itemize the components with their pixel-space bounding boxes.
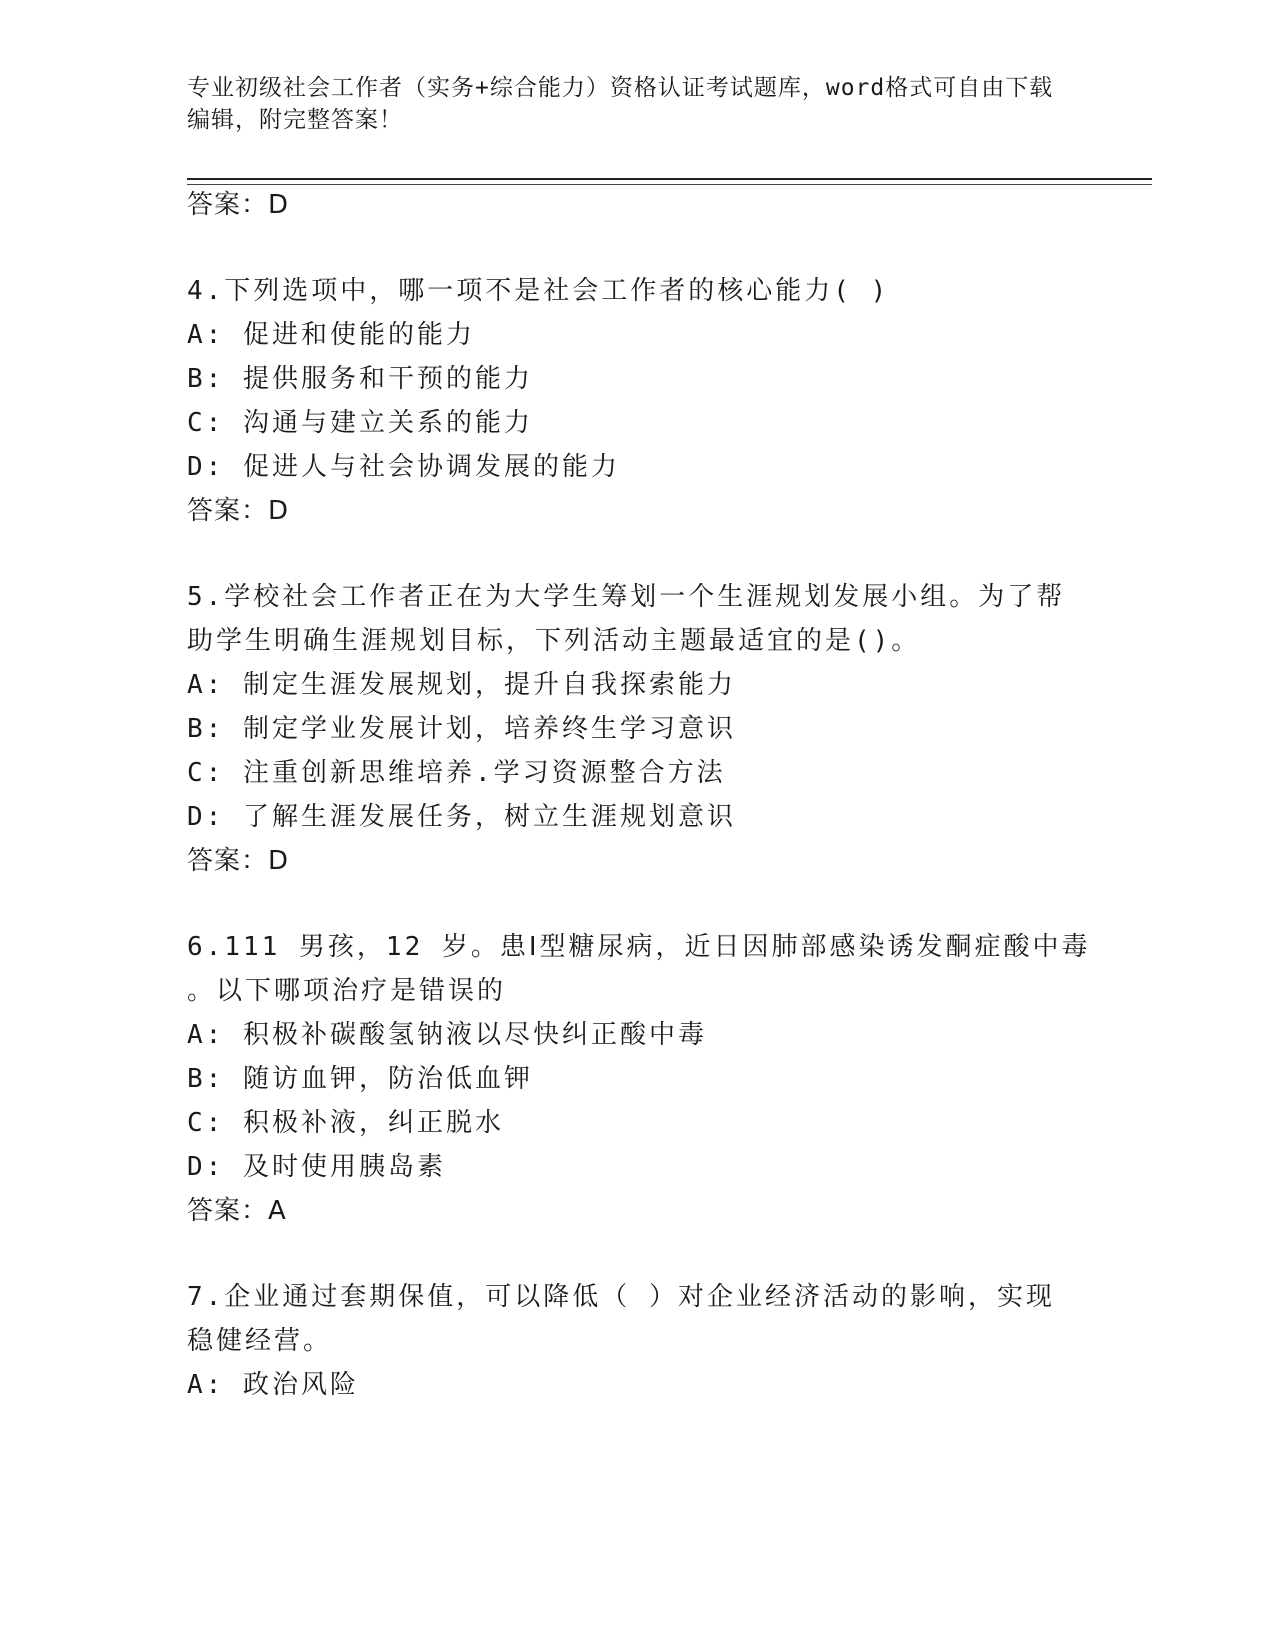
question-stem-line-2: 稳健经营。 bbox=[187, 1326, 333, 1356]
option-d: D: 促进人与社会协调发展的能力 bbox=[187, 452, 620, 482]
option-b: B: 提供服务和干预的能力 bbox=[187, 364, 533, 394]
question-stem-line-1: 7.企业通过套期保值，可以降低（ ）对企业经济活动的影响，实现 bbox=[187, 1282, 1055, 1312]
option-d: D: 及时使用胰岛素 bbox=[187, 1152, 446, 1182]
header-rule-thin bbox=[187, 184, 1152, 185]
option-d: D: 了解生涯发展任务，树立生涯规划意识 bbox=[187, 802, 736, 832]
header-rule-thick bbox=[187, 178, 1152, 180]
question-stem-line-2: 。以下哪项治疗是错误的 bbox=[187, 976, 507, 1006]
question-stem-line-1: 6.111 男孩，12 岁。患Ⅰ型糖尿病，近日因肺部感染诱发酮症酸中毒 bbox=[187, 932, 1091, 962]
option-a: A: 政治风险 bbox=[187, 1370, 359, 1400]
option-c: C: 沟通与建立关系的能力 bbox=[187, 408, 533, 438]
document-header bbox=[187, 72, 1087, 136]
answer: 答案：D bbox=[187, 496, 290, 526]
question-stem: 4.下列选项中，哪一项不是社会工作者的核心能力( ) bbox=[187, 276, 890, 306]
option-c: C: 注重创新思维培养.学习资源整合方法 bbox=[187, 758, 726, 788]
option-c: C: 积极补液，纠正脱水 bbox=[187, 1108, 504, 1138]
question-stem-line-1: 5.学校社会工作者正在为大学生筹划一个生涯规划发展小组。为了帮 bbox=[187, 582, 1066, 612]
answer: 答案：D bbox=[187, 846, 290, 876]
header-line-1: 专业初级社会工作者（实务+综合能力）资格认证考试题库，word格式可自由下载 bbox=[187, 75, 1054, 101]
answer: 答案：A bbox=[187, 1196, 287, 1226]
previous-answer: 答案：D bbox=[187, 190, 290, 220]
option-a: A: 积极补碳酸氢钠液以尽快纠正酸中毒 bbox=[187, 1020, 707, 1050]
option-b: B: 制定学业发展计划，培养终生学习意识 bbox=[187, 714, 736, 744]
header-line-2: 编辑，附完整答案！ bbox=[187, 107, 403, 133]
question-stem-line-2: 助学生明确生涯规划目标，下列活动主题最适宜的是()。 bbox=[187, 626, 921, 656]
option-b: B: 随访血钾，防治低血钾 bbox=[187, 1064, 533, 1094]
option-a: A: 促进和使能的能力 bbox=[187, 320, 475, 350]
option-a: A: 制定生涯发展规划，提升自我探索能力 bbox=[187, 670, 736, 700]
